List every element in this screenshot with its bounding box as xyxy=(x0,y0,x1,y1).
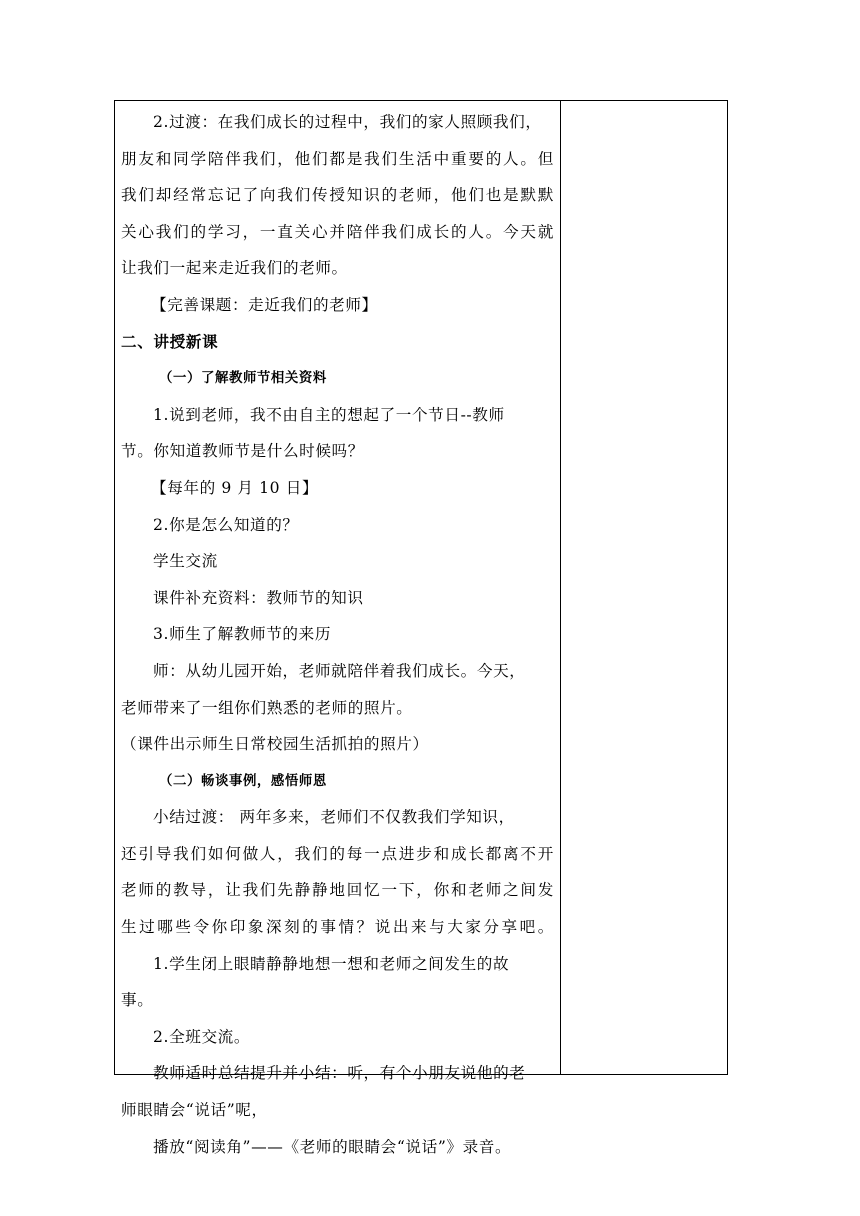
text-line: 师：从幼儿园开始，老师就陪伴着我们成长。今天， xyxy=(153,661,526,680)
text-line: 教师适时总结提升并小结：听，有个小朋友说他的老 xyxy=(153,1064,526,1083)
text-line: 让我们一起来走近我们的老师。 xyxy=(121,259,348,278)
text-line: 朋友和同学陪伴我们，他们都是我们生活中重要的人。但 xyxy=(121,149,554,168)
notes-cell xyxy=(561,101,727,1074)
text-line: 播放“阅读角”——《老师的眼睛会“说话”》录音。 xyxy=(153,1137,512,1156)
text-line: 还引导我们如何做人，我们的每一点进步和成长都离不开 xyxy=(121,844,554,863)
text-line: 节。你知道教师节是什么时候吗？ xyxy=(121,442,364,461)
subsection-heading: （二）畅谈事例，感悟师恩 xyxy=(159,772,327,789)
text-line: 关心我们的学习，一直关心并陪伴我们成长的人。今天就 xyxy=(121,222,554,241)
text-line: 2.过渡：在我们成长的过程中，我们的家人照顾我们， xyxy=(153,113,542,131)
text-line: 【每年的 9 月 10 日】 xyxy=(151,478,319,497)
subsection-heading: （一）了解教师节相关资料 xyxy=(159,370,327,387)
text-line: 2.全班交流。 xyxy=(153,1027,251,1046)
text-line: 1.说到老师，我不由自主的想起了一个节日--教师 xyxy=(153,405,505,424)
text-line: 老师的教导，让我们先静静地回忆一下，你和老师之间发 xyxy=(121,881,554,900)
lesson-content-cell xyxy=(115,101,561,1156)
text-line: （课件出示师生日常校园生活抓拍的照片） xyxy=(121,735,429,754)
text-line: 学生交流 xyxy=(153,552,218,571)
text-line: 老师带来了一组你们熟悉的老师的照片。 xyxy=(121,698,413,717)
text-line: 2.你是怎么知道的？ xyxy=(153,515,299,534)
text-line: 课件补充资料：教师节的知识 xyxy=(153,588,364,607)
text-line: 事。 xyxy=(121,991,154,1010)
section-heading: 二、讲授新课 xyxy=(121,331,219,351)
text-line: 1.学生闭上眼睛静静地想一想和老师之间发生的故 xyxy=(153,954,510,973)
lesson-table xyxy=(114,100,728,1156)
text-line: 小结过渡： 两年多来，老师们不仅教我们学知识， xyxy=(153,808,515,827)
text-line: 生过哪些令你印象深刻的事情？说出来与大家分享吧。 xyxy=(121,918,554,937)
text-line: 3.师生了解教师节的来历 xyxy=(153,625,332,644)
text-line: 我们却经常忘记了向我们传授知识的老师，他们也是默默 xyxy=(121,186,554,205)
text-line: 师眼睛会“说话”呢， xyxy=(121,1101,268,1120)
text-line: 【完善课题：走近我们的老师】 xyxy=(151,295,378,314)
